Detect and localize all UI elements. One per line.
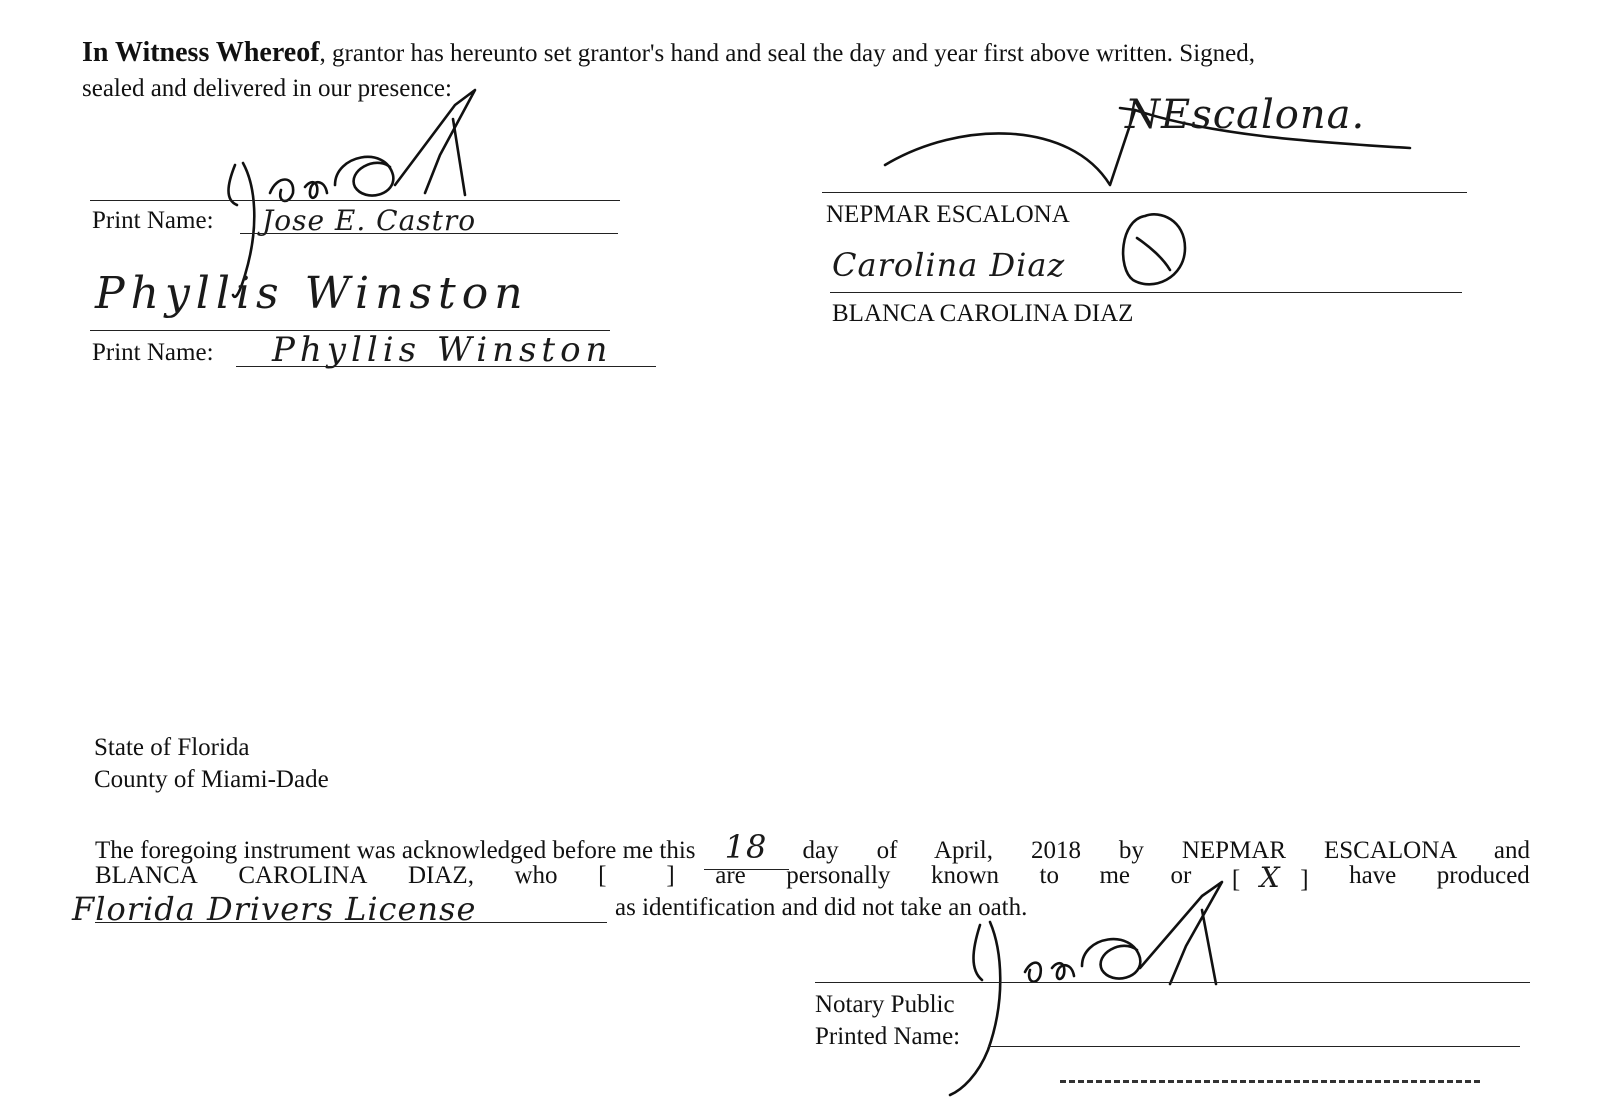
ack-personally-known-box: [ ]	[598, 862, 675, 889]
grantor-2-name: BLANCA CAROLINA DIAZ	[832, 300, 1134, 327]
ack-word: me	[1099, 862, 1131, 889]
ack-produced-id-mark: X	[1259, 861, 1281, 894]
witness-paragraph	[82, 34, 1255, 72]
printed-name-label: Printed Name:	[815, 1023, 961, 1050]
ack-word: to	[1039, 862, 1059, 889]
ack-day-value: 18	[724, 828, 768, 866]
ack-word: DIAZ,	[408, 862, 474, 889]
ack-id-line	[95, 922, 607, 923]
ack-word: who	[514, 862, 558, 889]
witness-1-name-line	[240, 233, 618, 234]
ack-word: are	[715, 862, 746, 889]
notary-printed-name-line	[988, 1046, 1520, 1047]
ack-word: known	[930, 862, 999, 889]
ack-word: BLANCA	[95, 862, 198, 889]
witness-sentence-2: sealed and delivered in our presence:	[82, 75, 452, 102]
grantor-2-initials-mark	[1115, 208, 1195, 293]
ack-word: have	[1349, 862, 1397, 889]
notary-signature	[940, 880, 1280, 1100]
witness-2-signature: Phyllis Winston	[95, 268, 529, 319]
ack-word: produced	[1436, 862, 1530, 889]
ack-part-2: day of April, 2018 by NEPMAR ESCALONA and	[802, 837, 1530, 864]
grantor-2-signature: Carolina Diaz	[832, 246, 1066, 284]
ack-part-3: as identification and did not take an oath.	[615, 894, 1028, 921]
county-line: County of Miami-Dade	[94, 766, 329, 793]
ack-produced-id-box: [ X ]	[1232, 859, 1309, 897]
notary-stamp-edge	[1060, 1080, 1480, 1083]
ack-word: or	[1170, 862, 1192, 889]
witness-1-printed-name: Jose E. Castro	[262, 204, 477, 237]
witness-heading: In Witness Whereof	[82, 37, 320, 68]
witness-1-signature-line	[90, 200, 620, 201]
state-line: State of Florida	[94, 734, 250, 761]
grantor-2-signature-line	[830, 292, 1462, 293]
ack-id-value: Florida Drivers License	[72, 890, 477, 928]
witness-2-printed-name: Phyllis Winston	[272, 330, 613, 370]
ack-part-1: The foregoing instrument was acknowledged before me this	[95, 837, 696, 864]
witness-sentence-1: , grantor has hereunto set grantor's hand and seal the day and year first above written. Signed,	[319, 40, 1255, 67]
witness-1-print-label: Print Name:	[92, 207, 214, 234]
grantor-1-signature: NEscalona.	[1125, 92, 1366, 138]
grantor-1-name: NEPMAR ESCALONA	[826, 201, 1070, 228]
ack-word: CAROLINA	[238, 862, 368, 889]
witness-2-name-line	[236, 366, 656, 367]
grantor-1-signature-line	[822, 192, 1467, 193]
ack-word: personally	[786, 862, 891, 889]
witness-2-print-label: Print Name:	[92, 339, 214, 366]
notary-public-label: Notary Public	[815, 991, 955, 1018]
notary-signature-line	[815, 982, 1530, 983]
